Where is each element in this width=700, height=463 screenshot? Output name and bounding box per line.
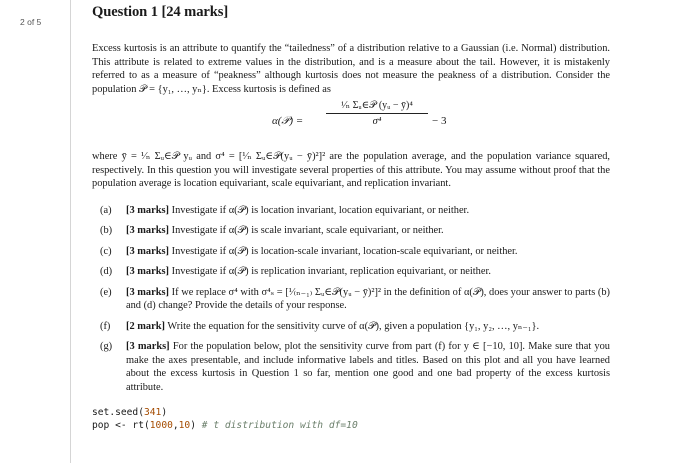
list-item <box>92 320 610 334</box>
page-indicator: 2 of 5 <box>20 17 42 27</box>
code-comment: # t distribution with df=10 <box>196 420 358 431</box>
part-label: (f) <box>100 320 111 332</box>
formula-numerator: ¹⁄ₙ Σᵤ∈𝒫 (yᵤ − ȳ)⁴ <box>341 100 413 111</box>
part-text: For the population below, plot the sensitivity curve from part (f) for y ∈ [−10, 10]. Make sure that you make the axes presentable, and include informative labels and titles. Based on this plot and all you have learned about the excess kurtosis in Question 1 so far, mention one good and one bad property of the excess kurtosis attribute. <box>126 341 611 393</box>
list-item <box>92 340 610 394</box>
list-item <box>92 245 610 259</box>
code-paren: ) <box>161 407 168 418</box>
code-number: 1000 <box>149 420 173 431</box>
code-block <box>92 406 610 432</box>
page-content <box>92 0 610 432</box>
part-text: Investigate if α(𝒫) is scale invariant, scale equivariant, or neither. <box>171 225 444 236</box>
formula-denominator: σ⁴ <box>372 116 382 127</box>
list-item <box>92 265 610 279</box>
code-fn: pop <- rt( <box>92 420 150 431</box>
part-marks: [3 marks] <box>126 225 169 236</box>
part-marks: [3 marks] <box>126 266 169 277</box>
pdf-page <box>71 0 700 463</box>
part-label: (g) <box>100 341 113 352</box>
code-paren: ) <box>190 420 196 431</box>
formula-tail: − 3 <box>432 115 447 127</box>
part-marks: [3 marks] <box>126 286 170 298</box>
part-text: If we replace σ⁴ with σ⁴ₛ = [¹⁄₍ₙ₋₁₎ Σᵤ∈𝒫(yᵤ − ȳ)²]² in the definition of α(𝒫), does your answer to parts (b) and (d) change? Provide the details of your response. <box>126 286 611 311</box>
definition-paragraph: where ȳ = ¹⁄ₙ Σᵤ∈𝒫 yᵤ and σ⁴ = [¹⁄ₙ Σᵤ∈𝒫(yᵤ − ȳ)²]² are the population average, and the population variance squared, respectively. In this question you will investigate several properties of this attribute. You may assume without proof that the population average is location equivariant, scale equivariant, and replication invariant. <box>92 151 610 189</box>
kurtosis-formula <box>92 96 610 150</box>
part-marks: [3 marks] <box>126 204 169 216</box>
formula-fraction <box>326 100 428 127</box>
part-label: (d) <box>100 266 113 277</box>
code-number: 10 <box>178 420 191 431</box>
part-text: Investigate if α(𝒫) is location invariant, location equivariant, or neither. <box>171 204 470 216</box>
part-text: Investigate if α(𝒫) is location-scale invariant, location-scale equivariant, or neither. <box>171 245 518 257</box>
list-item <box>92 204 610 218</box>
code-sep: , <box>172 420 179 431</box>
part-marks: [3 marks] <box>126 341 170 352</box>
list-item <box>92 286 610 313</box>
part-text: Investigate if α(𝒫) is replication invariant, replication equivariant, or neither. <box>171 266 491 277</box>
code-fn: set.seed( <box>92 407 144 418</box>
code-number: 341 <box>143 407 162 418</box>
part-label: (c) <box>100 245 112 257</box>
part-text: Write the equation for the sensitivity curve of α(𝒫), given a population {y₁, y₂, …, yₙ₋₁}. <box>167 320 540 332</box>
part-label: (e) <box>100 286 112 298</box>
intro-paragraph: Excess kurtosis is an attribute to quantify the “tailedness” of a distribution relative to a Gaussian (i.e. Normal) distribution. This attribute is related to extreme values in the distribution, and is a measure about the tail. However, it is mistakenly referred to as a measure of “peakness” although kurtosis does not measure the peakness of a distribution. Consider the population 𝒫 = {y₁, …, yₙ}. Excess kurtosis is defined as <box>92 43 610 95</box>
formula-lhs: α(𝒫) = <box>272 115 304 127</box>
fraction-bar <box>326 113 428 114</box>
question-title: Question 1 [24 marks] <box>92 4 229 20</box>
parts-list <box>92 204 610 395</box>
part-label: (b) <box>100 225 113 236</box>
list-item <box>92 224 610 238</box>
part-marks: [3 marks] <box>126 245 169 257</box>
part-marks: [2 mark] <box>126 320 165 332</box>
part-label: (a) <box>100 204 112 216</box>
